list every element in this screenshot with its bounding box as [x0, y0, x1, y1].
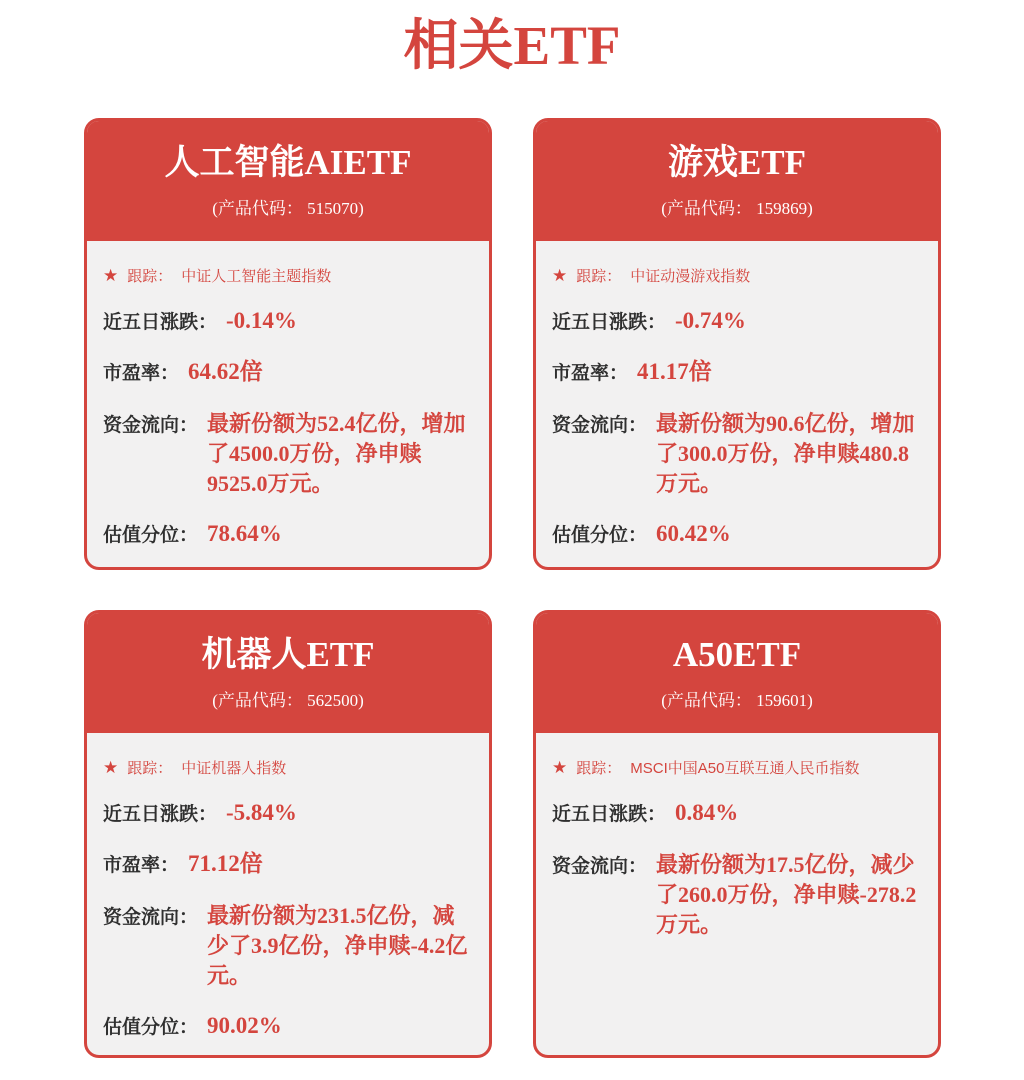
- flow-row: [552, 850, 922, 940]
- flow-label: 资金流向：: [103, 907, 199, 928]
- tracking-label: 跟踪：: [576, 268, 622, 285]
- etf-product-code: (产品代码： 515070): [212, 199, 364, 218]
- change-value: 0.84%: [675, 800, 739, 825]
- change-row: [552, 307, 922, 337]
- flow-label: 资金流向：: [552, 415, 648, 436]
- etf-product-code: (产品代码： 159869): [661, 199, 813, 218]
- valuation-row: [552, 520, 922, 550]
- star-icon: ★: [552, 266, 568, 285]
- valuation-label: 估值分位：: [103, 525, 199, 546]
- star-icon: ★: [103, 266, 119, 285]
- change-row: [103, 799, 473, 829]
- change-label: 近五日涨跌：: [103, 312, 218, 333]
- valuation-value: 78.64%: [207, 521, 282, 546]
- etf-name: 机器人ETF: [201, 635, 375, 674]
- tracking-label: 跟踪：: [576, 760, 622, 777]
- change-row: [552, 799, 922, 829]
- tracking-line: [103, 757, 473, 778]
- etf-name: A50ETF: [672, 635, 802, 674]
- etf-card-grid: [0, 118, 1024, 1058]
- tracking-index: 中证人工智能主题指数: [181, 268, 332, 285]
- valuation-row: [103, 1012, 473, 1042]
- flow-value: 最新份额为90.6亿份，增加了300.0万份，净申赎480.8万元。: [656, 411, 915, 496]
- card-header: [87, 613, 489, 733]
- valuation-row: [103, 520, 473, 550]
- flow-value: 最新份额为231.5亿份，减少了3.9亿份，净申赎-4.2亿元。: [207, 903, 468, 988]
- flow-row: [552, 409, 922, 499]
- card-body: [87, 265, 489, 550]
- flow-label: 资金流向：: [552, 856, 648, 877]
- tracking-label: 跟踪：: [127, 760, 173, 777]
- tracking-index: 中证机器人指数: [181, 760, 287, 777]
- flow-row: [103, 409, 473, 499]
- pe-value: 71.12倍: [188, 851, 263, 876]
- valuation-label: 估值分位：: [103, 1017, 199, 1038]
- etf-name: 游戏ETF: [667, 143, 807, 182]
- change-value: -0.74%: [675, 308, 746, 333]
- pe-row: [552, 358, 922, 388]
- etf-card-a50: [533, 610, 941, 1058]
- etf-product-code: (产品代码： 562500): [212, 691, 364, 710]
- valuation-label: 估值分位：: [552, 525, 648, 546]
- pe-row: [103, 358, 473, 388]
- card-header: [536, 613, 938, 733]
- tracking-index: 中证动漫游戏指数: [630, 268, 751, 285]
- flow-value: 最新份额为52.4亿份，增加了4500.0万份，净申赎9525.0万元。: [207, 411, 466, 496]
- card-header: [536, 121, 938, 241]
- etf-name: 人工智能AIETF: [164, 143, 412, 182]
- pe-row: [103, 850, 473, 880]
- tracking-line: [552, 265, 922, 286]
- tracking-line: [552, 757, 922, 778]
- change-label: 近五日涨跌：: [103, 804, 218, 825]
- card-body: [87, 757, 489, 1042]
- star-icon: ★: [552, 758, 568, 777]
- flow-value: 最新份额为17.5亿份，减少了260.0万份，净申赎-278.2万元。: [656, 852, 917, 937]
- change-label: 近五日涨跌：: [552, 312, 667, 333]
- pe-label: 市盈率：: [103, 855, 180, 876]
- pe-value: 41.17倍: [637, 359, 712, 384]
- pe-label: 市盈率：: [552, 363, 629, 384]
- flow-row: [103, 901, 473, 991]
- card-body: [536, 757, 938, 940]
- tracking-line: [103, 265, 473, 286]
- star-icon: ★: [103, 758, 119, 777]
- card-header: [87, 121, 489, 241]
- flow-label: 资金流向：: [103, 415, 199, 436]
- etf-product-code: (产品代码： 159601): [661, 691, 813, 710]
- change-row: [103, 307, 473, 337]
- pe-label: 市盈率：: [103, 363, 180, 384]
- etf-card-ai: [84, 118, 492, 570]
- valuation-value: 90.02%: [207, 1013, 282, 1038]
- page-title: 相关ETF: [403, 15, 621, 76]
- pe-value: 64.62倍: [188, 359, 263, 384]
- etf-card-game: [533, 118, 941, 570]
- change-value: -0.14%: [226, 308, 297, 333]
- tracking-index: MSCI中国A50互联互通人民币指数: [630, 760, 860, 777]
- etf-card-robot: [84, 610, 492, 1058]
- tracking-label: 跟踪：: [127, 268, 173, 285]
- change-value: -5.84%: [226, 800, 297, 825]
- valuation-value: 60.42%: [656, 521, 731, 546]
- card-body: [536, 265, 938, 550]
- change-label: 近五日涨跌：: [552, 804, 667, 825]
